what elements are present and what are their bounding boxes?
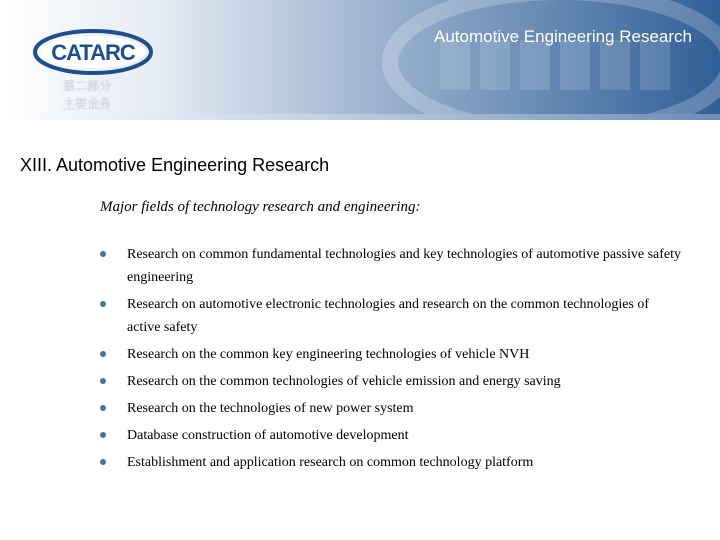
list-item — [92, 424, 682, 447]
logo-text: CATARC — [51, 40, 135, 65]
list-item — [92, 293, 682, 339]
page-title: XIII. Automotive Engineering Research — [20, 155, 330, 175]
section-label-line: 主要业务 — [63, 97, 112, 111]
list-item — [92, 243, 682, 289]
list-item-text: Research on automotive electronic technologies and research on the common technologies of active safety — [127, 297, 650, 335]
list-item-text: Research on the common key engineering technologies of vehicle NVH — [127, 347, 530, 362]
bullet-dot-icon — [100, 251, 106, 257]
bullet-dot-icon — [100, 351, 106, 357]
bullet-dot-icon — [100, 432, 106, 438]
bullet-dot-icon — [100, 301, 106, 307]
bullet-dot-icon — [100, 405, 106, 411]
list-item — [92, 370, 682, 393]
list-item-text: Database construction of automotive development — [127, 428, 409, 443]
bullet-dot-icon — [100, 459, 106, 465]
list-item — [92, 343, 682, 366]
list-item-text: Research on common fundamental technologies and key technologies of automotive passive safety engineering — [127, 247, 682, 285]
list-item-text: Research on the common technologies of vehicle emission and energy saving — [127, 374, 561, 389]
subheading: Major fields of technology research and engineering: — [100, 199, 421, 215]
section-label — [63, 77, 111, 113]
list-item-text: Research on the technologies of new power system — [127, 401, 414, 416]
banner-title: Automotive Engineering Research — [434, 27, 692, 46]
section-label-line: 第二部分 — [63, 79, 112, 93]
bullet-list — [92, 243, 682, 474]
list-item-text: Establishment and application research on common technology platform — [127, 455, 534, 470]
bullet-dot-icon — [100, 378, 106, 384]
list-item — [92, 397, 682, 420]
list-item — [92, 451, 682, 474]
catarc-logo-icon — [32, 28, 154, 76]
banner-stripe — [0, 114, 720, 120]
